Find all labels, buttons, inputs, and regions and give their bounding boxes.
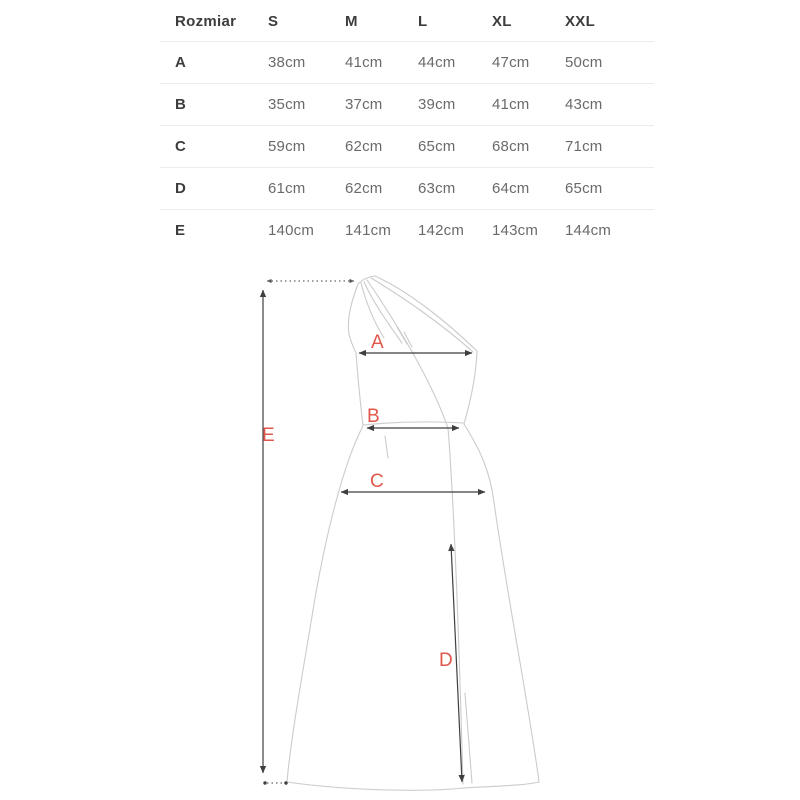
size-value: 44cm <box>418 54 456 71</box>
row-label: C <box>175 138 187 155</box>
right-bodice-edge <box>464 351 477 424</box>
drape-diagonal-slit <box>367 280 463 784</box>
column-header-m: M <box>345 12 358 30</box>
size-value: 35cm <box>268 96 306 113</box>
size-value: 71cm <box>565 138 603 155</box>
size-value: 41cm <box>345 54 383 71</box>
measure-label-d: D <box>439 650 453 671</box>
size-value: 141cm <box>345 222 392 239</box>
measure-label-a: A <box>371 332 384 353</box>
measure-labels <box>262 332 453 671</box>
size-value: 140cm <box>268 222 315 239</box>
size-value: 65cm <box>418 138 456 155</box>
drape-inner-edge <box>371 278 473 352</box>
size-value: 143cm <box>492 222 539 239</box>
size-value: 43cm <box>565 96 603 113</box>
measure-label-e: E <box>262 425 275 446</box>
row-label: E <box>175 222 186 239</box>
size-value: 39cm <box>418 96 456 113</box>
size-value: 59cm <box>268 138 306 155</box>
measure-label-c: C <box>370 471 384 492</box>
extension-dot-left <box>263 781 266 784</box>
size-value: 68cm <box>492 138 530 155</box>
row-label: A <box>175 54 187 71</box>
slit-right-edge <box>465 693 472 783</box>
size-value: 64cm <box>492 180 530 197</box>
size-value: 63cm <box>418 180 456 197</box>
size-value: 61cm <box>268 180 306 197</box>
column-header-s: S <box>268 12 279 30</box>
row-label: D <box>175 180 187 197</box>
column-header-xxl: XXL <box>565 12 596 30</box>
size-value: 62cm <box>345 180 383 197</box>
skirt-right-edge <box>464 424 539 782</box>
size-value: 65cm <box>565 180 603 197</box>
extension-dot-right <box>284 781 287 784</box>
hem-edge <box>287 782 539 790</box>
size-value: 144cm <box>565 222 612 239</box>
column-header-rozmiar: Rozmiar <box>175 12 237 30</box>
size-value: 142cm <box>418 222 465 239</box>
measure-label-b: B <box>367 406 380 427</box>
left-bodice-edge <box>348 284 363 425</box>
column-header-xl: XL <box>492 12 512 30</box>
size-value: 47cm <box>492 54 530 71</box>
size-value: 62cm <box>345 138 383 155</box>
size-value: 38cm <box>268 54 306 71</box>
column-header-l: L <box>418 12 428 30</box>
size-value: 50cm <box>565 54 603 71</box>
size-value: 37cm <box>345 96 383 113</box>
size-value: 41cm <box>492 96 530 113</box>
skirt-left-edge <box>287 426 363 782</box>
waist-dart <box>385 436 388 458</box>
row-label: B <box>175 96 187 113</box>
